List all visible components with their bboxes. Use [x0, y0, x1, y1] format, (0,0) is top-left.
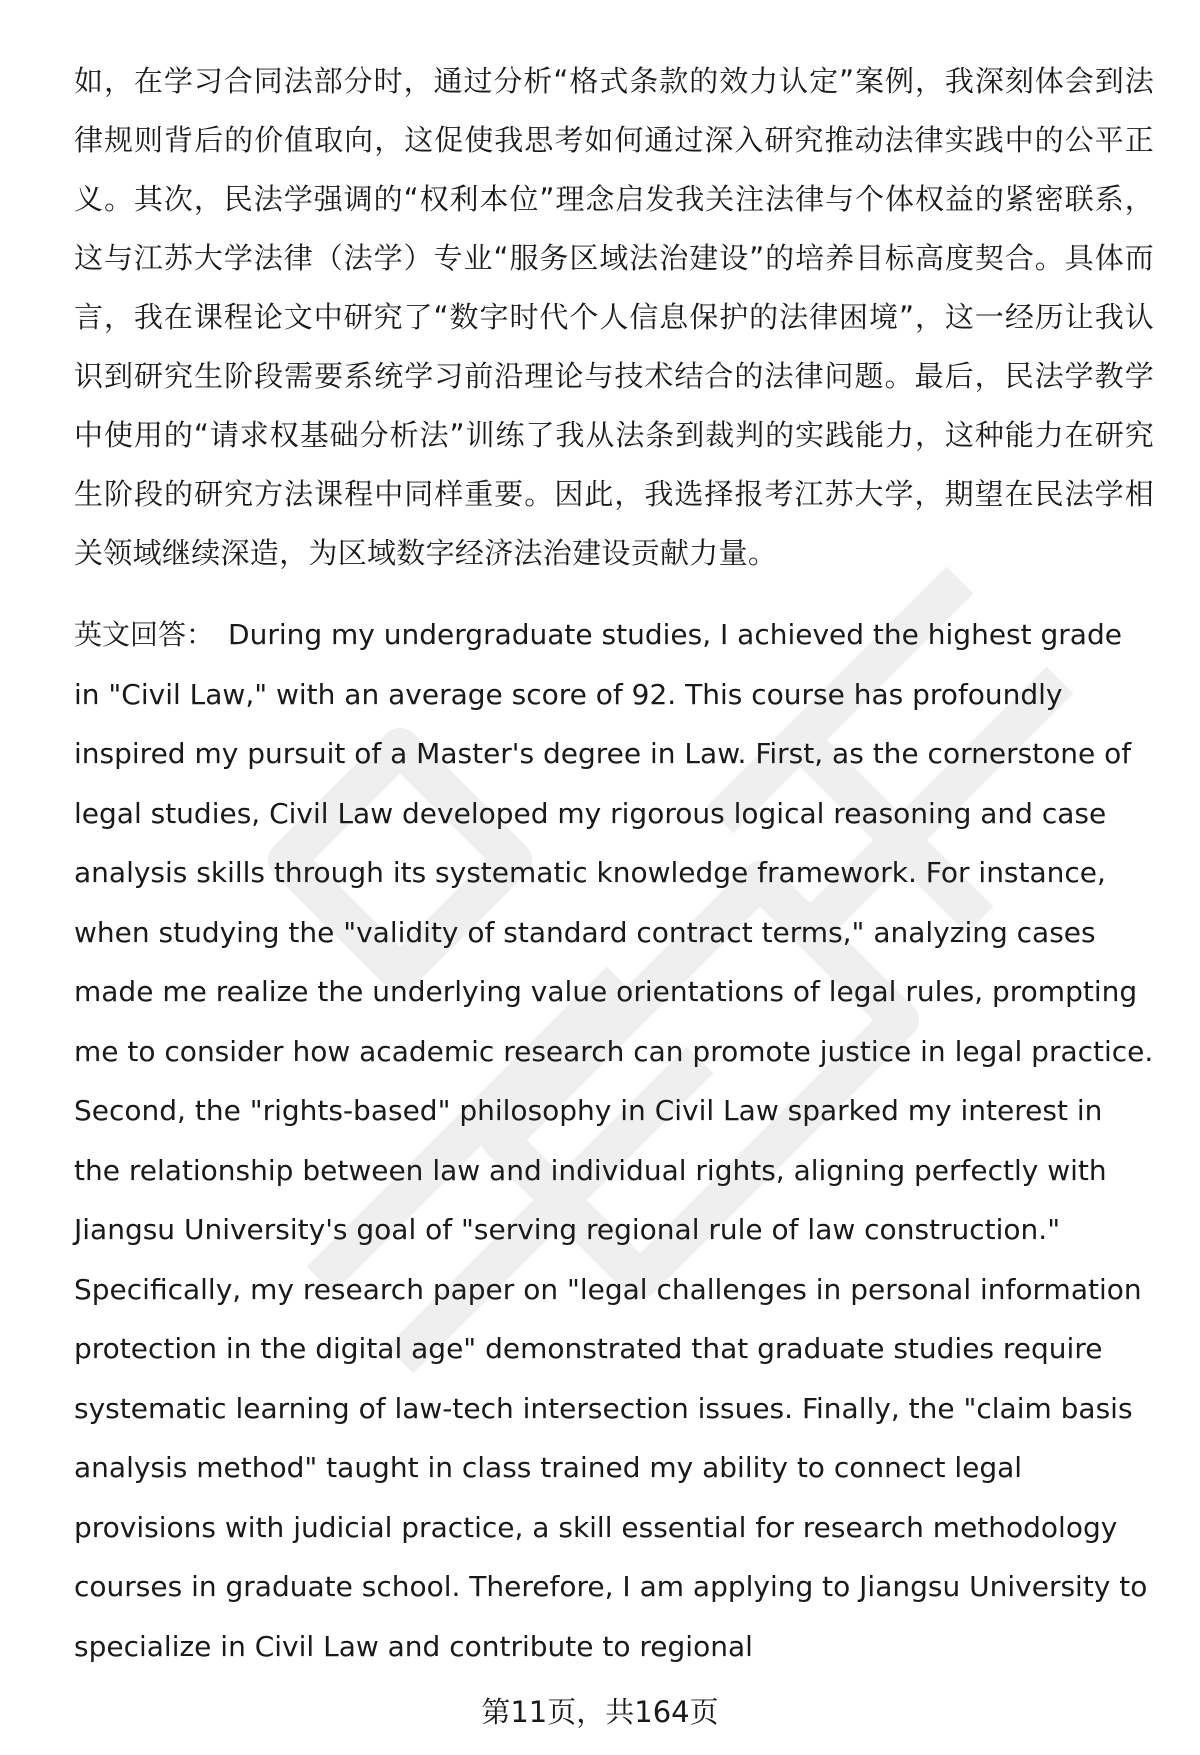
document-body: [74, 52, 1154, 1676]
english-answer-text: During my undergraduate studies, I achieved the highest grade in "Civil Law," with an average score of 92. This course has profoundly inspired my pursuit of a Master's degree in Law. First, as the cornerstone of legal studies, Civil Law developed my rigorous logical reasoning and case analysis skills through its systematic knowledge framework. For instance, when studying the "validity of standard contract terms," analyzing cases made me realize the underlying value orientations of legal rules, prompting me to consider how academic research can promote justice in legal practice. Second, the "rights-based" philosophy in Civil Law sparked my interest in the relationship between law and individual rights, aligning perfectly with Jiangsu University's goal of "serving regional rule of law construction." Specifically, my research paper on "legal challenges in personal information protection in the digital age" demonstrated that graduate studies require systematic learning of law-tech intersection issues. Finally, the "claim basis analysis method" taught in class trained my ability to connect legal provisions with judicial practice, a skill essential for research methodology courses in graduate school. Therefore, I am applying to Jiangsu University to specialize in Civil Law and contribute to regional: [74, 618, 1154, 1663]
english-answer-label: 英文回答：: [74, 618, 215, 651]
page-number-footer: 第11页，共164页: [481, 1695, 719, 1729]
chinese-paragraph: 如，在学习合同法部分时，通过分析“格式条款的效力认定”案例，我深刻体会到法律规则背后的价值取向，这促使我思考如何通过深入研究推动法律实践中的公平正义。其次，民法学强调的“权利本位”理念启发我关注法律与个体权益的紧密联系，这与江苏大学法律（法学）专业“服务区域法治建设”的培养目标高度契合。具体而言，我在课程论文中研究了“数字时代个人信息保护的法律困境”，这一经历让我认识到研究生阶段需要系统学习前沿理论与技术结合的法律问题。最后，民法学教学中使用的“请求权基础分析法”训练了我从法条到裁判的实践能力，这种能力在研究生阶段的研究方法课程中同样重要。因此，我选择报考江苏大学，期望在民法学相关领域继续深造，为区域数字经济法治建设贡献力量。: [74, 64, 1154, 570]
english-answer-paragraph: [74, 605, 1154, 1676]
